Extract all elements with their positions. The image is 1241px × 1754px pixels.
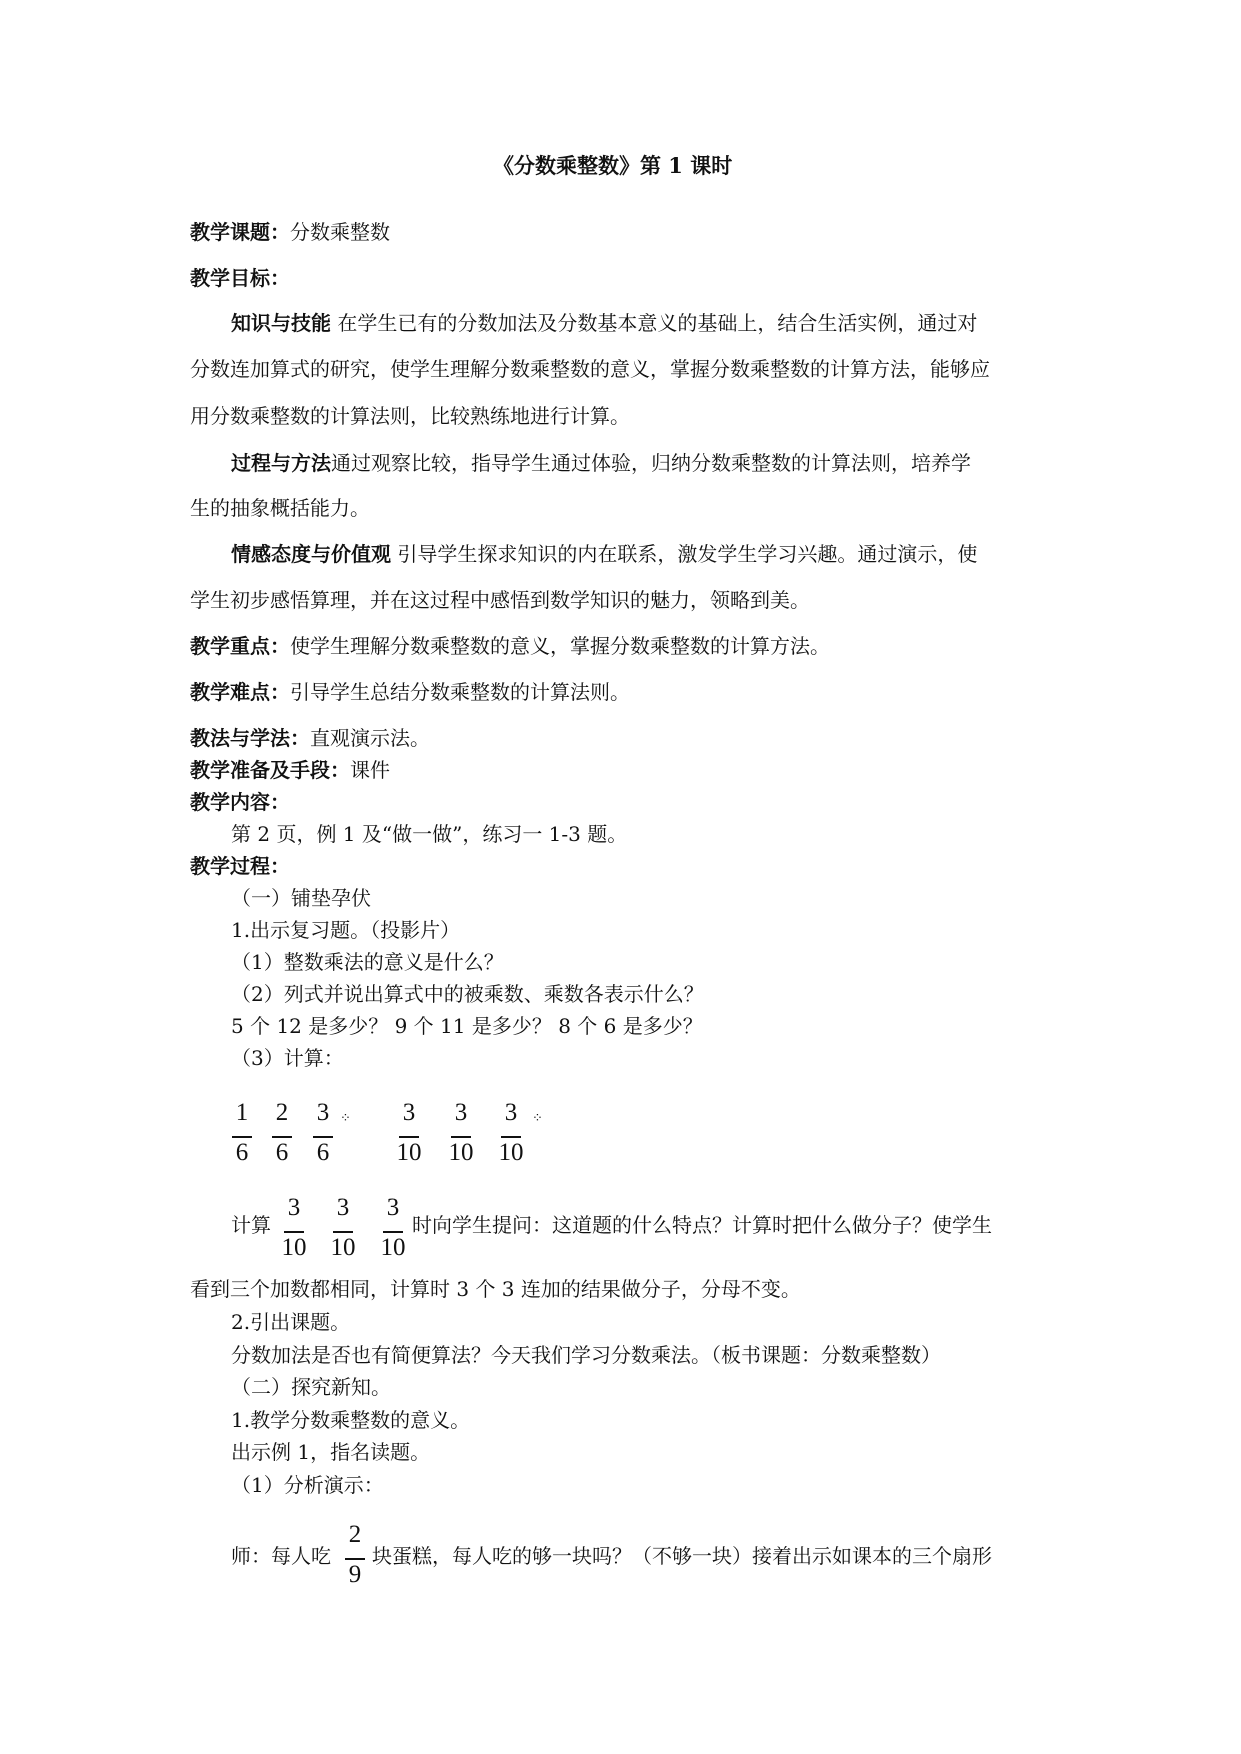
knowledge-label: 知识与技能 xyxy=(231,311,331,335)
knowledge-line-3: 用分数乘整数的计算法则，比较熟练地进行计算。 xyxy=(190,404,630,428)
step-1-2-text: 分数加法是否也有简便算法？今天我们学习分数乘法。（板书课题：分数乘整数） xyxy=(231,1343,941,1367)
fraction-bar xyxy=(399,1136,419,1138)
numerator: 3 xyxy=(336,1194,350,1221)
numerator: 2 xyxy=(275,1099,289,1126)
numerator: 3 xyxy=(386,1194,400,1221)
ask-suffix: 时向学生提问：这道题的什么特点？计算时把什么做分子？使学生 xyxy=(412,1213,992,1237)
numerator: 3 xyxy=(402,1099,416,1126)
emotion-line-2: 学生初步感悟算理，并在这过程中感悟到数学知识的魅力，领略到美。 xyxy=(190,588,810,612)
method-value: 直观演示法。 xyxy=(310,726,430,750)
key-point-value: 使学生理解分数乘整数的意义，掌握分数乘整数的计算方法。 xyxy=(290,634,830,658)
fraction-bar xyxy=(333,1231,353,1233)
ellipsis-dots-icon: ⁘ xyxy=(532,1111,543,1126)
step-1-1-3: （3）计算： xyxy=(231,1046,344,1070)
difficulty-label: 教学难点： xyxy=(190,680,290,704)
emotion-line-1 xyxy=(231,540,977,568)
denominator: 9 xyxy=(348,1561,362,1588)
process-line-2: 生的抽象概括能力。 xyxy=(190,496,370,520)
step-1-1-2: （2）列式并说出算式中的被乘数、乘数各表示什么？ xyxy=(231,982,704,1006)
fraction-bar xyxy=(284,1231,304,1233)
numerator: 1 xyxy=(235,1099,249,1126)
fraction-bar xyxy=(451,1136,471,1138)
process-text-1: 通过观察比较，指导学生通过体验，归纳分数乘整数的计算法则，培养学 xyxy=(331,451,971,475)
lesson-line xyxy=(190,218,390,246)
denominator: 6 xyxy=(316,1139,330,1166)
emotion-label: 情感态度与价值观 xyxy=(231,542,391,566)
step-2-1-1: （1）分析演示： xyxy=(231,1473,384,1497)
lesson-label: 教学课题： xyxy=(190,220,290,244)
difficulty-line xyxy=(190,678,630,706)
step-1-1: 1.出示复习题。（投影片） xyxy=(231,918,461,942)
step-2-1-text: 出示例 1，指名读题。 xyxy=(231,1440,431,1464)
ask-prefix: 计算 xyxy=(231,1213,271,1237)
denominator: 10 xyxy=(281,1234,307,1261)
emotion-text-1: 引导学生探求知识的内在联系，激发学生学习兴趣。通过演示，使 xyxy=(397,542,978,566)
prep-label: 教学准备及手段： xyxy=(190,758,350,782)
section-1-heading: （一）铺垫孕伏 xyxy=(231,886,371,910)
prep-value: 课件 xyxy=(350,758,390,782)
fraction-bar xyxy=(313,1136,333,1138)
lesson-value: 分数乘整数 xyxy=(290,220,390,244)
knowledge-text-1: 在学生已有的分数加法及分数基本意义的基础上，结合生活实例，通过对 xyxy=(337,311,978,335)
process-label: 过程与方法 xyxy=(231,451,331,475)
content-label: 教学内容： xyxy=(190,790,290,814)
denominator: 10 xyxy=(396,1139,422,1166)
denominator: 10 xyxy=(498,1139,524,1166)
fraction-bar xyxy=(501,1136,521,1138)
numerator: 2 xyxy=(348,1521,362,1548)
denominator: 10 xyxy=(330,1234,356,1261)
teacher-prefix: 师：每人吃 xyxy=(231,1544,331,1568)
prep-line xyxy=(190,756,390,784)
knowledge-line-1 xyxy=(231,309,977,337)
goals-label: 教学目标： xyxy=(190,266,290,290)
numerator: 3 xyxy=(316,1099,330,1126)
fraction-bar xyxy=(272,1136,292,1138)
process-line-1 xyxy=(231,449,971,477)
numerator: 3 xyxy=(454,1099,468,1126)
denominator: 10 xyxy=(448,1139,474,1166)
numerator: 3 xyxy=(504,1099,518,1126)
denominator: 6 xyxy=(275,1139,289,1166)
step-1-1-2-questions: 5 个 12 是多少？ 9 个 11 是多少？ 8 个 6 是多少？ xyxy=(231,1014,703,1038)
step-2-1: 1.教学分数乘整数的意义。 xyxy=(231,1408,471,1432)
key-point-label: 教学重点： xyxy=(190,634,290,658)
knowledge-line-2: 分数连加算式的研究，使学生理解分数乘整数的意义，掌握分数乘整数的计算方法，能够应 xyxy=(190,357,990,381)
ellipsis-dots-icon: ⁘ xyxy=(340,1111,351,1126)
denominator: 10 xyxy=(380,1234,406,1261)
denominator: 6 xyxy=(235,1139,249,1166)
fraction-bar xyxy=(383,1231,403,1233)
numerator: 3 xyxy=(287,1194,301,1221)
step-1-1-1: （1）整数乘法的意义是什么？ xyxy=(231,950,504,974)
step-1-2: 2.引出课题。 xyxy=(231,1310,351,1334)
key-point-line xyxy=(190,632,830,660)
ask-line-2: 看到三个加数都相同，计算时 3 个 3 连加的结果做分子，分母不变。 xyxy=(190,1277,801,1301)
method-line xyxy=(190,724,430,752)
section-2-heading: （二）探究新知。 xyxy=(231,1375,391,1399)
method-label: 教法与学法： xyxy=(190,726,310,750)
difficulty-value: 引导学生总结分数乘整数的计算法则。 xyxy=(290,680,630,704)
fraction-bar xyxy=(345,1558,365,1560)
content-value: 第 2 页，例 1 及“做一做”，练习一 1-3 题。 xyxy=(231,822,628,846)
procedure-label: 教学过程： xyxy=(190,854,290,878)
fraction-bar xyxy=(232,1136,252,1138)
page-title: 《分数乘整数》第 1 课时 xyxy=(493,153,733,178)
teacher-suffix: 块蛋糕，每人吃的够一块吗？（不够一块）接着出示如课本的三个扇形 xyxy=(372,1544,992,1568)
